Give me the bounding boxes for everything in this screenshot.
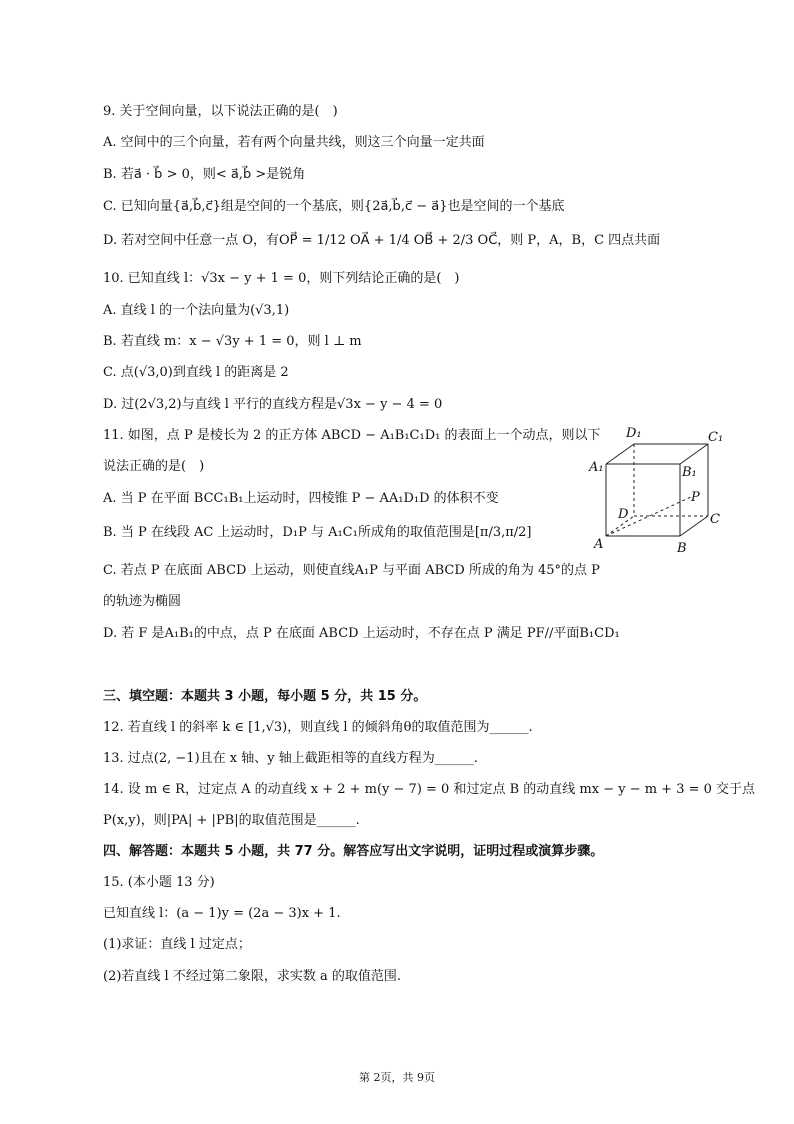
q11-option-d: D. 若 F 是A₁B₁的中点，点 P 在底面 ABCD 上运动时，不存在点 P 满足 PF//平面B₁CD₁	[103, 626, 620, 641]
page-footer: 第 2页，共 9页	[359, 1071, 435, 1084]
q9-stem: 9. 关于空间向量，以下说法正确的是( )	[103, 104, 338, 119]
label-P: P	[691, 490, 700, 505]
section-4-heading: 四、解答题：本题共 5 小题，共 77 分。解答应写出文字说明，证明过程或演算步骤。	[103, 844, 604, 859]
q11-option-c-line1: C. 若点 P 在底面 ABCD 上运动，则使直线A₁P 与平面 ABCD 所成的角为 45°的点 P	[103, 563, 600, 578]
q10-option-d: D. 过(2√3,2)与直线 l 平行的直线方程是√3x − y − 4 = 0	[103, 397, 443, 412]
q11-stem-line1: 11. 如图，点 P 是棱长为 2 的正方体 ABCD − A₁B₁C₁D₁ 的表面上一个动点，则以下	[103, 428, 601, 443]
q13: 13. 过点(2, −1)且在 x 轴、y 轴上截距相等的直线方程为______.	[103, 751, 478, 766]
q9-option-d: D. 若对空间中任意一点 O，有OP⃗ = 1/12 OA⃗ + 1/4 OB⃗ + 2/3 OC⃗，则 P，A，B，C 四点共面	[103, 233, 661, 248]
q11-option-c-line2: 的轨迹为椭圆	[103, 594, 182, 609]
q9-option-c: C. 已知向量{a⃗,b⃗,c⃗}组是空间的一个基底，则{2a⃗,b⃗,c⃗ − a⃗}也是空间的一个基底	[103, 199, 565, 214]
q11-option-b: B. 当 P 在线段 AC 上运动时，D₁P 与 A₁C₁所成角的取值范围是[π/3,π/2]	[103, 525, 532, 540]
edge-BC	[680, 516, 708, 536]
edge-A1D1	[606, 444, 634, 464]
label-D: D	[618, 507, 629, 522]
q15-heading: 15. (本小题 13 分)	[103, 875, 215, 890]
cube-figure	[588, 420, 728, 560]
q15-part1: (1)求证：直线 l 过定点；	[103, 937, 251, 952]
label-C1: C₁	[708, 430, 724, 445]
q11-option-a: A. 当 P 在平面 BCC₁B₁上运动时，四棱锥 P − AA₁D₁D 的体积不变	[103, 491, 499, 506]
q10-option-c: C. 点(√3,0)到直线 l 的距离是 2	[103, 365, 289, 380]
q10-option-a: A. 直线 l 的一个法向量为(√3,1)	[103, 303, 290, 318]
edge-B1C1	[680, 444, 708, 464]
q11-stem-line2: 说法正确的是( )	[103, 459, 205, 474]
label-D1: D₁	[626, 426, 642, 441]
q15-given: 已知直线 l：(a − 1)y = (2a − 3)x + 1.	[103, 906, 341, 921]
q15-part2: (2)若直线 l 不经过第二象限，求实数 a 的取值范围.	[103, 969, 401, 984]
label-A1: A₁	[589, 460, 604, 475]
q14-line1: 14. 设 m ∈ R，过定点 A 的动直线 x + 2 + m(y − 7) = 0 和过定点 B 的动直线 mx − y − m + 3 = 0 交于点	[103, 782, 756, 797]
q10-option-b: B. 若直线 m：x − √3y + 1 = 0，则 l ⊥ m	[103, 334, 362, 349]
label-A: A	[594, 537, 604, 552]
q9-option-a: A. 空间中的三个向量，若有两个向量共线，则这三个向量一定共面	[103, 135, 485, 150]
q10-stem: 10. 已知直线 l：√3x − y + 1 = 0，则下列结论正确的是( )	[103, 271, 460, 286]
label-B: B	[677, 541, 687, 556]
section-3-heading: 三、填空题：本题共 3 小题，每小题 5 分，共 15 分。	[103, 689, 427, 704]
label-C: C	[710, 512, 720, 527]
label-B1: B₁	[682, 465, 697, 480]
q12: 12. 若直线 l 的斜率 k ∈ [1,√3)，则直线 l 的倾斜角θ的取值范围为______.	[103, 720, 533, 735]
q14-line2: P(x,y)，则|PA| + |PB|的取值范围是______.	[103, 813, 360, 828]
q9-option-b: B. 若a⃗ · b⃗ > 0，则< a⃗,b⃗ >是锐角	[103, 167, 306, 182]
